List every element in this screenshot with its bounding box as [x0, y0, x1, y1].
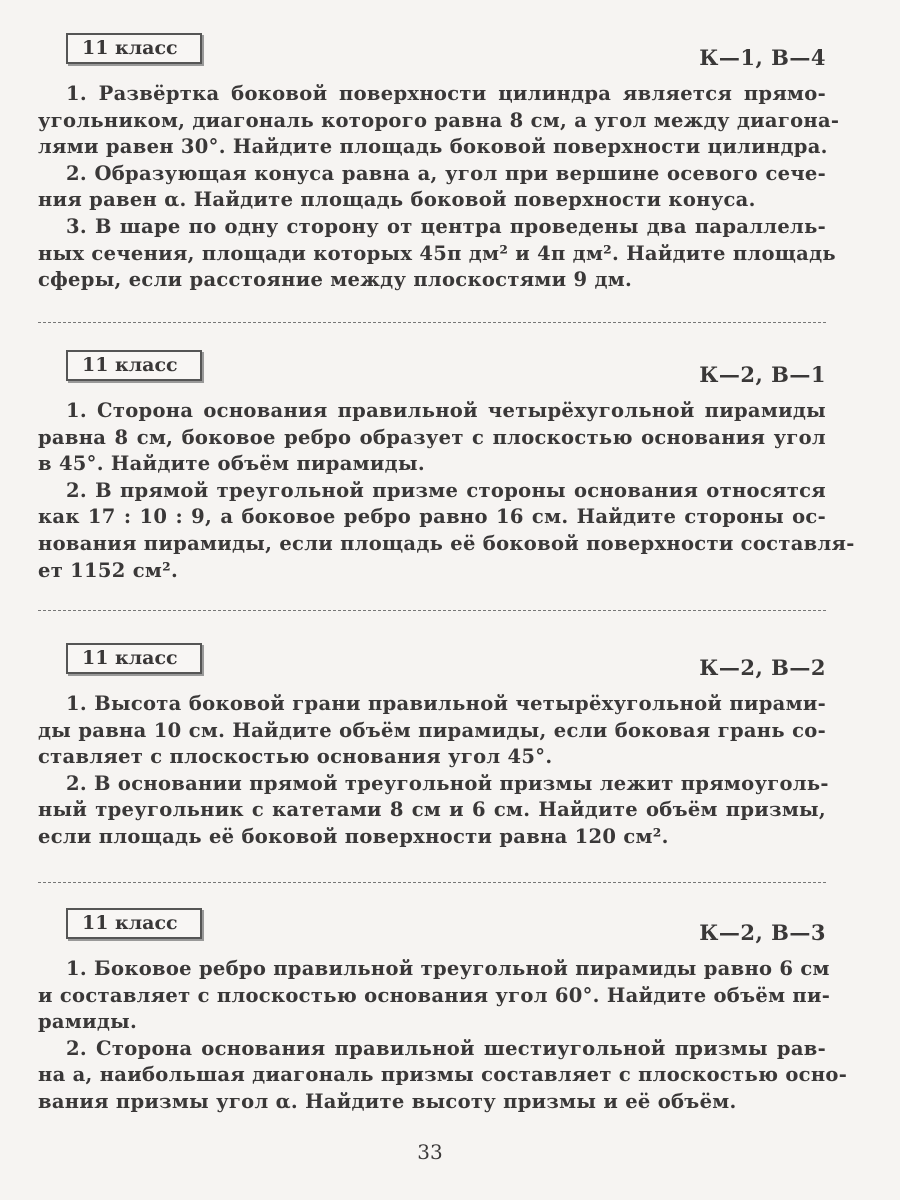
problem [38, 691, 826, 771]
problem-text-line: рамиды. [38, 1010, 138, 1034]
problem-text-line: сферы, если расстояние между плоскостями 9 дм. [38, 268, 633, 292]
class-label-box: 11 класс [66, 350, 202, 381]
problem-text-line: 1. Сторона основания правильной четырёхугольной пирамиды [66, 399, 826, 422]
problem-text-line: ды равна 10 см. Найдите объём пирамиды, если боковая грань со- [38, 718, 826, 742]
problem-text-line: лями равен 30°. Найдите площадь боковой поверхности цилиндра. [38, 135, 828, 159]
problem-text-line: 2. В прямой треугольной призме стороны основания относятся [66, 478, 826, 502]
problem-text-line: и составляет с плоскостью основания угол 60°. Найдите объём пи- [38, 983, 831, 1007]
problem-text-line: нования пирамиды, если площадь её боковой поверхности составля- [38, 531, 855, 555]
variant-code: К—2, В—2 [699, 655, 826, 680]
problem-text-line: 1. Высота боковой грани правильной четырёхугольной пирами- [66, 692, 826, 715]
problem [38, 1036, 848, 1116]
problem-text-line: вания призмы угол α. Найдите высоту призмы и её объём. [38, 1089, 737, 1113]
problem-text-line: ния равен α. Найдите площадь боковой поверхности конуса. [38, 188, 756, 212]
problem-text-line: ных сечения, площади которых 45π дм² и 4π дм². Найдите площадь [38, 241, 836, 265]
problem [38, 161, 826, 214]
page-number: 33 [417, 1140, 443, 1164]
section-header [38, 350, 826, 390]
variant-section [38, 908, 848, 1116]
problem-text-line: если площадь её боковой поверхности равна 120 см². [38, 824, 669, 848]
problems [38, 691, 829, 851]
variant-section [38, 643, 829, 851]
variant-code: К—2, В—3 [699, 920, 826, 945]
class-label-box: 11 класс [66, 908, 202, 939]
problems [38, 81, 840, 294]
divider [38, 322, 826, 323]
divider [38, 882, 826, 883]
problem-text-line: равна 8 см, боковое ребро образует с плоскостью основания угол [38, 425, 826, 449]
problem [38, 81, 840, 161]
problems [38, 956, 848, 1116]
problem [38, 478, 855, 584]
class-label-box: 11 класс [66, 643, 202, 674]
problem [38, 214, 836, 294]
problems [38, 398, 855, 584]
problem [38, 956, 831, 1036]
variant-section [38, 33, 840, 294]
problem-text-line: 2. Сторона основания правильной шестиугольной призмы рав- [66, 1036, 826, 1060]
section-header [38, 908, 826, 948]
problem-text-line: угольником, диагональ которого равна 8 см, а угол между диагона- [38, 108, 840, 132]
problem-text-line: 1. Боковое ребро правильной треугольной пирамиды равно 6 см [66, 957, 830, 980]
problem-text-line: 1. Развёртка боковой поверхности цилиндра является прямо- [66, 82, 826, 105]
problem [38, 398, 826, 478]
problem-text-line: 2. В основании прямой треугольной призмы лежит прямоуголь- [66, 771, 829, 795]
variant-code: К—2, В—1 [699, 362, 826, 387]
problem-text-line: 2. Образующая конуса равна a, угол при вершине осевого сече- [66, 161, 826, 185]
section-header [38, 33, 826, 73]
problem-text-line: на a, наибольшая диагональ призмы составляет с плоскостью осно- [38, 1063, 848, 1087]
section-header [38, 643, 826, 683]
problem-text-line: ный треугольник с катетами 8 см и 6 см. Найдите объём призмы, [38, 798, 826, 822]
problem [38, 771, 829, 851]
problem-text-line: 3. В шаре по одну сторону от центра проведены два параллель- [66, 214, 826, 238]
variant-section [38, 350, 855, 584]
problem-text-line: как 17 : 10 : 9, а боковое ребро равно 16 см. Найдите стороны ос- [38, 505, 826, 529]
problem-text-line: ставляет с плоскостью основания угол 45°. [38, 745, 553, 769]
variant-code: К—1, В—4 [699, 45, 826, 70]
divider [38, 610, 826, 611]
problem-text-line: в 45°. Найдите объём пирамиды. [38, 452, 425, 476]
class-label-box: 11 класс [66, 33, 202, 64]
problem-text-line: ет 1152 см². [38, 558, 179, 582]
